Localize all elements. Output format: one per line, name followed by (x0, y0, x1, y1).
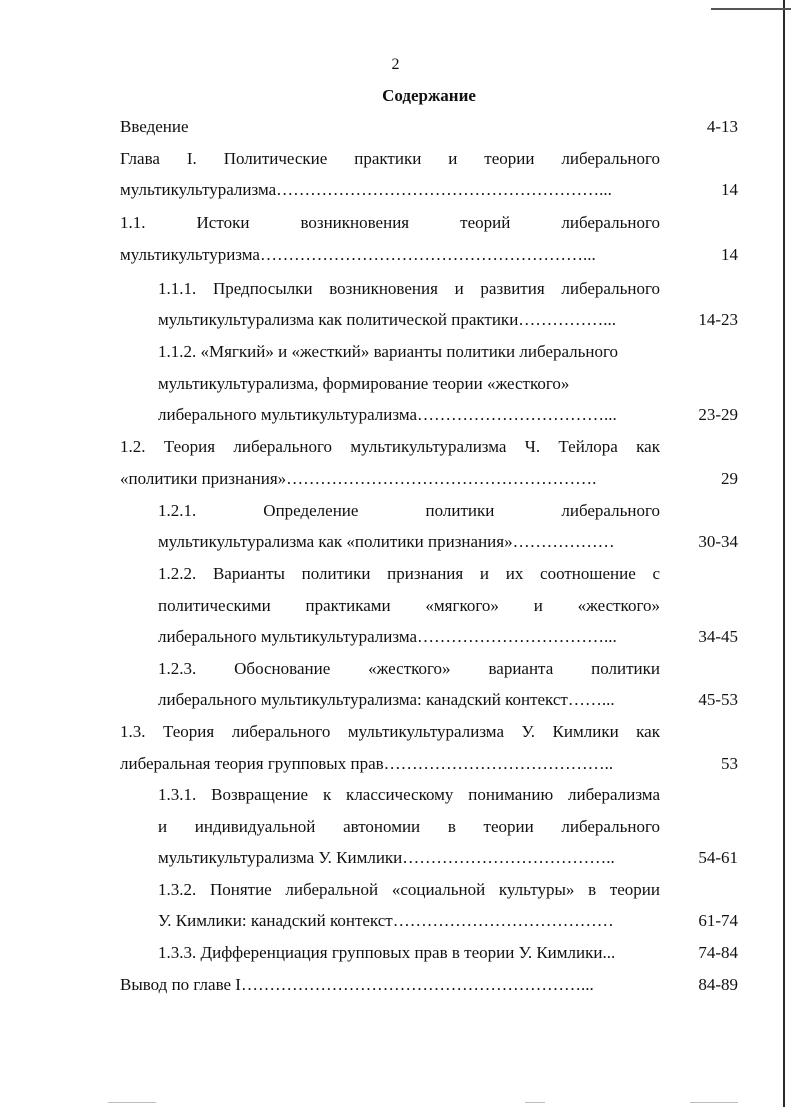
page-number: 2 (391, 56, 400, 73)
toc-page-1-3: 53 (721, 754, 738, 773)
toc-entry-1-3-2-cont: У. Кимлики: канадский контекст………………………………… (158, 911, 614, 930)
toc-entry-1-3: 1.3. Теория либерального мультикультурализма У. Кимлики как (120, 722, 660, 741)
toc-entry-1-3-cont: либеральная теория групповых прав………………………………….. (120, 754, 614, 773)
toc-entry-1-3-1-cont2: мультикультурализма У. Кимлики……………………………….. (158, 848, 615, 867)
toc-entry-1-1-1-cont: мультикультурализма как политической практики……………... (158, 310, 617, 329)
toc-entry-1-2-1-cont: мультикультурализма как «политики признания»……………… (158, 532, 615, 551)
toc-page-1-3-1: 54-61 (698, 848, 738, 867)
toc-page-1-2-2: 34-45 (698, 627, 738, 646)
toc-entry-1-1-1: 1.1.1. Предпосылки возникновения и развития либерального (158, 279, 660, 298)
toc-entry-1-3-1-cont: и индивидуальной автономии в теории либерального (158, 817, 660, 836)
toc-page-1-1: 14 (721, 245, 738, 264)
toc-page-chapter-1: 14 (721, 180, 738, 199)
toc-entry-1-2-cont: «политики признания»………………………………………………. (120, 469, 597, 488)
toc-entry-1-3-2: 1.3.2. Понятие либеральной «социальной культуры» в теории (158, 880, 660, 899)
scan-artifact (525, 1102, 545, 1103)
toc-entry-1-1-2-cont2: либерального мультикультурализма……………………………... (158, 405, 617, 424)
toc-entry-1-1: 1.1. Истоки возникновения теорий либерального (120, 213, 660, 232)
toc-page-1-3-2: 61-74 (698, 911, 738, 930)
toc-entry-1-2: 1.2. Теория либерального мультикультурализма Ч. Тейлора как (120, 437, 660, 456)
toc-page-1-2-3: 45-53 (698, 690, 738, 709)
toc-entry-1-2-1: 1.2.1. Определение политики либерального (158, 501, 660, 520)
toc-entry-chapter-1-cont: мультикультурализма…………………………………………………... (120, 180, 612, 199)
scan-artifact (690, 1102, 738, 1103)
page-edge-shadow (783, 0, 785, 1107)
page-title: Содержание (382, 86, 476, 105)
toc-entry-conclusion: Вывод по главе I……………………………………………………... (120, 975, 594, 994)
toc-page-1-2: 29 (721, 469, 738, 488)
toc-page-1-3-3: 74-84 (698, 943, 738, 962)
toc-entry-1-3-3: 1.3.3. Дифференциация групповых прав в теории У. Кимлики... (158, 943, 616, 962)
toc-entry-1-1-cont: мультикультуризма…………………………………………………... (120, 245, 596, 264)
toc-entry-1-2-2-cont: политическими практиками «мягкого» и «жесткого» (158, 596, 660, 615)
toc-entry-1-3-1: 1.3.1. Возвращение к классическому пониманию либерализма (158, 785, 660, 804)
toc-entry-1-1-2: 1.1.2. «Мягкий» и «жесткий» варианты политики либерального (158, 342, 619, 361)
toc-entry-chapter-1: Глава I. Политические практики и теории либерального (120, 149, 660, 168)
page-corner-mark (711, 8, 791, 10)
toc-entry-1-2-3: 1.2.3. Обоснование «жесткого» варианта политики (158, 659, 660, 678)
toc-entry-1-2-3-cont: либерального мультикультурализма: канадский контекст……... (158, 690, 615, 709)
toc-entry-1-2-2: 1.2.2. Варианты политики признания и их соотношение с (158, 564, 660, 583)
toc-entry-1-1-2-cont: мультикультурализма, формирование теории «жесткого» (158, 374, 570, 393)
toc-entry-1-2-2-cont2: либерального мультикультурализма……………………………... (158, 627, 617, 646)
toc-entry-intro: Введение (120, 117, 189, 136)
toc-page-1-1-2: 23-29 (698, 405, 738, 424)
toc-page-1-2-1: 30-34 (698, 532, 738, 551)
toc-page-conclusion: 84-89 (698, 975, 738, 994)
toc-page-1-1-1: 14-23 (698, 310, 738, 329)
scan-artifact (108, 1102, 156, 1103)
toc-page-intro: 4-13 (706, 117, 738, 136)
